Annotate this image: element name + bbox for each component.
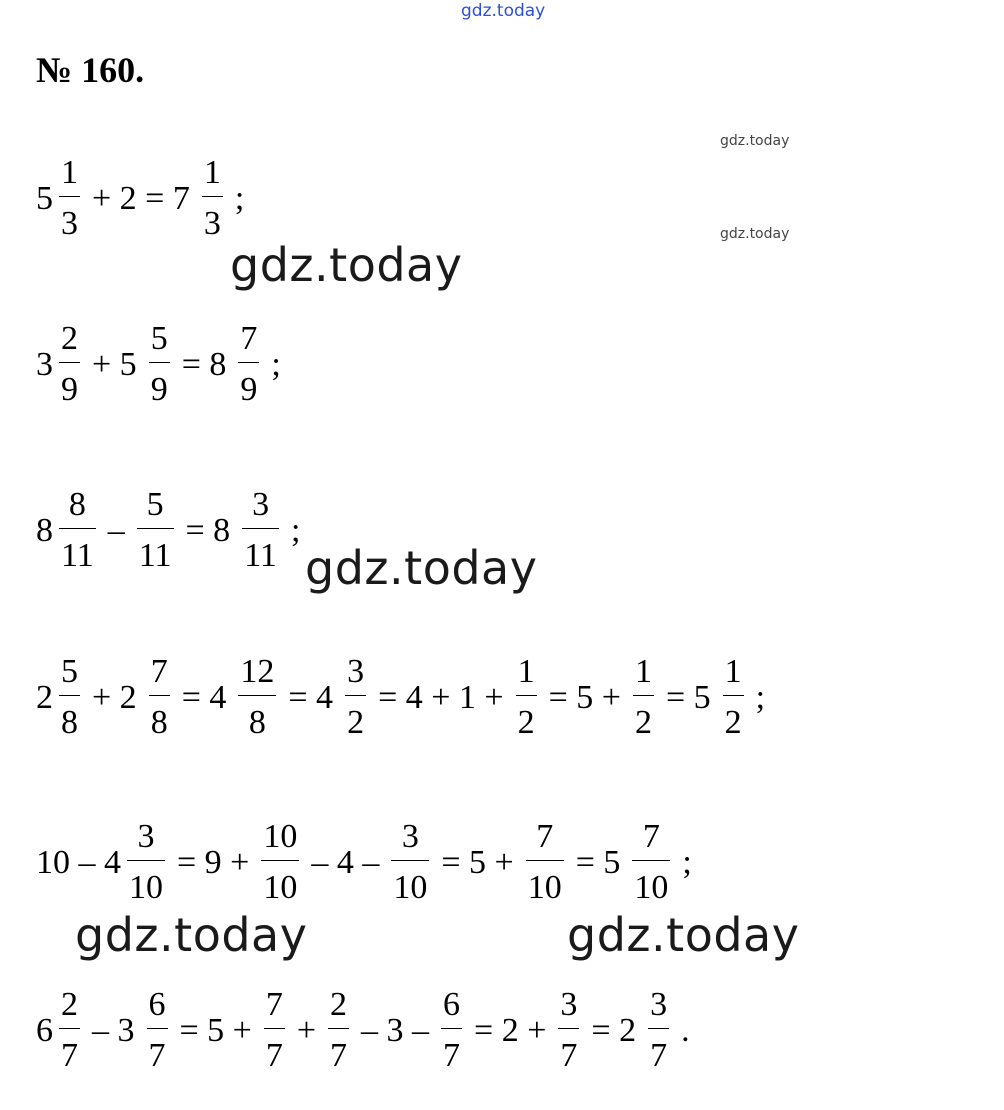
fraction-denominator: 2 — [347, 704, 365, 741]
operator-text: . — [681, 1011, 690, 1049]
equation-2 — [36, 322, 287, 407]
fraction-denominator: 8 — [248, 704, 266, 741]
fraction-denominator: 8 — [150, 704, 168, 741]
fraction-denominator: 10 — [634, 869, 669, 906]
operator-text: = 9 + — [177, 843, 250, 881]
operator-text: – 3 — [92, 1011, 135, 1049]
fraction-numerator: 1 — [724, 653, 742, 690]
fraction — [57, 655, 82, 740]
operator-text: = 4 + 1 + — [378, 678, 504, 716]
operator-text: ; — [682, 843, 692, 881]
fraction-numerator: 7 — [536, 818, 554, 855]
whole-part: 8 — [36, 511, 53, 549]
operator-text: ; — [755, 678, 766, 716]
fraction-numerator: 8 — [68, 486, 86, 523]
watermark-big-2: gdz.today — [305, 541, 538, 595]
fraction-numerator: 1 — [517, 653, 535, 690]
equation-3 — [36, 488, 306, 573]
watermark-big-4: gdz.today — [567, 908, 800, 962]
fraction-numerator: 3 — [560, 986, 578, 1023]
operator-text: = 2 — [591, 1011, 637, 1049]
whole-part: 6 — [36, 1011, 53, 1049]
fraction-denominator: 7 — [650, 1037, 668, 1074]
fraction-denominator: 10 — [393, 869, 428, 906]
fraction — [147, 655, 172, 740]
fraction — [147, 322, 172, 407]
fraction-numerator: 3 — [401, 818, 419, 855]
fraction — [389, 820, 431, 905]
operator-text: = 5 — [575, 843, 621, 881]
fraction-numerator: 1 — [203, 154, 221, 191]
fraction-numerator: 5 — [146, 486, 164, 523]
fraction — [262, 988, 287, 1073]
operator-text: + 2 — [92, 678, 137, 716]
fraction-denominator: 9 — [61, 371, 78, 408]
watermark-small-1: gdz.today — [720, 133, 790, 149]
fraction-numerator: 5 — [150, 320, 168, 357]
fraction-numerator: 1 — [61, 154, 78, 191]
equation-5 — [36, 820, 698, 905]
fraction-denominator: 3 — [203, 205, 221, 242]
fraction-denominator: 2 — [634, 704, 652, 741]
operator-text: = 8 — [185, 511, 231, 549]
fraction — [631, 655, 656, 740]
fraction-denominator: 7 — [330, 1037, 348, 1074]
fraction — [236, 655, 278, 740]
fraction-denominator: 11 — [244, 537, 277, 574]
operator-text: = 5 + — [548, 678, 621, 716]
fraction-numerator: 3 — [347, 653, 365, 690]
watermark-big-3: gdz.today — [75, 908, 308, 962]
operator-text: = 4 — [288, 678, 334, 716]
watermark-top: gdz.today — [461, 1, 546, 21]
fraction-numerator: 6 — [443, 986, 461, 1023]
fraction — [236, 322, 261, 407]
exercise-title: № 160. — [36, 50, 145, 90]
whole-part: 10 – 4 — [36, 843, 121, 881]
fraction — [240, 488, 281, 573]
operator-text: ; — [234, 179, 245, 217]
operator-text: – 3 – — [361, 1011, 430, 1049]
fraction-numerator: 2 — [330, 986, 348, 1023]
fraction — [556, 988, 581, 1073]
fraction — [57, 988, 82, 1073]
fraction-numerator: 7 — [265, 986, 283, 1023]
fraction-denominator: 11 — [138, 537, 172, 574]
equation-6 — [36, 988, 696, 1073]
fraction-denominator: 9 — [240, 371, 258, 408]
operator-text: + 5 — [92, 345, 137, 383]
operator-text: – 4 – — [311, 843, 380, 881]
fraction-numerator: 10 — [263, 818, 298, 855]
fraction — [57, 156, 82, 241]
fraction-numerator: 1 — [634, 653, 652, 690]
fraction-denominator: 7 — [61, 1037, 78, 1074]
fraction-denominator: 11 — [61, 537, 94, 574]
fraction-denominator: 7 — [148, 1037, 166, 1074]
fraction — [125, 820, 167, 905]
fraction-numerator: 3 — [252, 486, 270, 523]
watermark-big-1: gdz.today — [230, 238, 463, 292]
fraction-numerator: 2 — [61, 986, 78, 1023]
operator-text: = 4 — [181, 678, 227, 716]
operator-text: = 5 + — [179, 1011, 252, 1049]
operator-text: = 2 + — [474, 1011, 547, 1049]
fraction-denominator: 2 — [517, 704, 535, 741]
fraction — [439, 988, 464, 1073]
fraction-numerator: 3 — [137, 818, 155, 855]
equation-1 — [36, 156, 250, 241]
fraction-numerator: 7 — [240, 320, 258, 357]
fraction-denominator: 7 — [265, 1037, 283, 1074]
operator-text: = 5 + — [441, 843, 514, 881]
fraction-denominator: 2 — [724, 704, 742, 741]
operator-text: – — [107, 511, 125, 549]
fraction-numerator: 7 — [150, 653, 168, 690]
fraction-denominator: 7 — [560, 1037, 578, 1074]
fraction-denominator: 8 — [61, 704, 78, 741]
equation-4 — [36, 655, 771, 740]
fraction-denominator: 10 — [527, 869, 562, 906]
fraction-denominator: 7 — [443, 1037, 461, 1074]
fraction-denominator: 10 — [263, 869, 298, 906]
operator-text: = 8 — [181, 345, 227, 383]
fraction — [200, 156, 225, 241]
fraction — [343, 655, 368, 740]
fraction-numerator: 3 — [650, 986, 668, 1023]
fraction — [57, 322, 82, 407]
fraction — [326, 988, 351, 1073]
fraction — [630, 820, 672, 905]
fraction — [646, 988, 671, 1073]
fraction-numerator: 12 — [240, 653, 275, 690]
fraction — [514, 655, 539, 740]
operator-text: ; — [271, 345, 281, 383]
fraction-denominator: 9 — [150, 371, 168, 408]
fraction — [259, 820, 301, 905]
operator-text: ; — [290, 511, 301, 549]
whole-part: 2 — [36, 678, 53, 716]
fraction-denominator: 3 — [61, 205, 78, 242]
fraction — [135, 488, 176, 573]
watermark-small-2: gdz.today — [720, 226, 790, 242]
fraction-numerator: 2 — [61, 320, 78, 357]
fraction — [721, 655, 746, 740]
fraction-numerator: 5 — [61, 653, 78, 690]
whole-part: 5 — [36, 179, 53, 217]
whole-part: 3 — [36, 345, 53, 383]
operator-text: + — [296, 1011, 317, 1049]
fraction — [145, 988, 170, 1073]
fraction-denominator: 10 — [129, 869, 163, 906]
fraction-numerator: 7 — [642, 818, 660, 855]
operator-text: + 2 = 7 — [92, 179, 190, 217]
fraction — [524, 820, 566, 905]
fraction — [57, 488, 98, 573]
operator-text: = 5 — [665, 678, 711, 716]
fraction-numerator: 6 — [148, 986, 166, 1023]
